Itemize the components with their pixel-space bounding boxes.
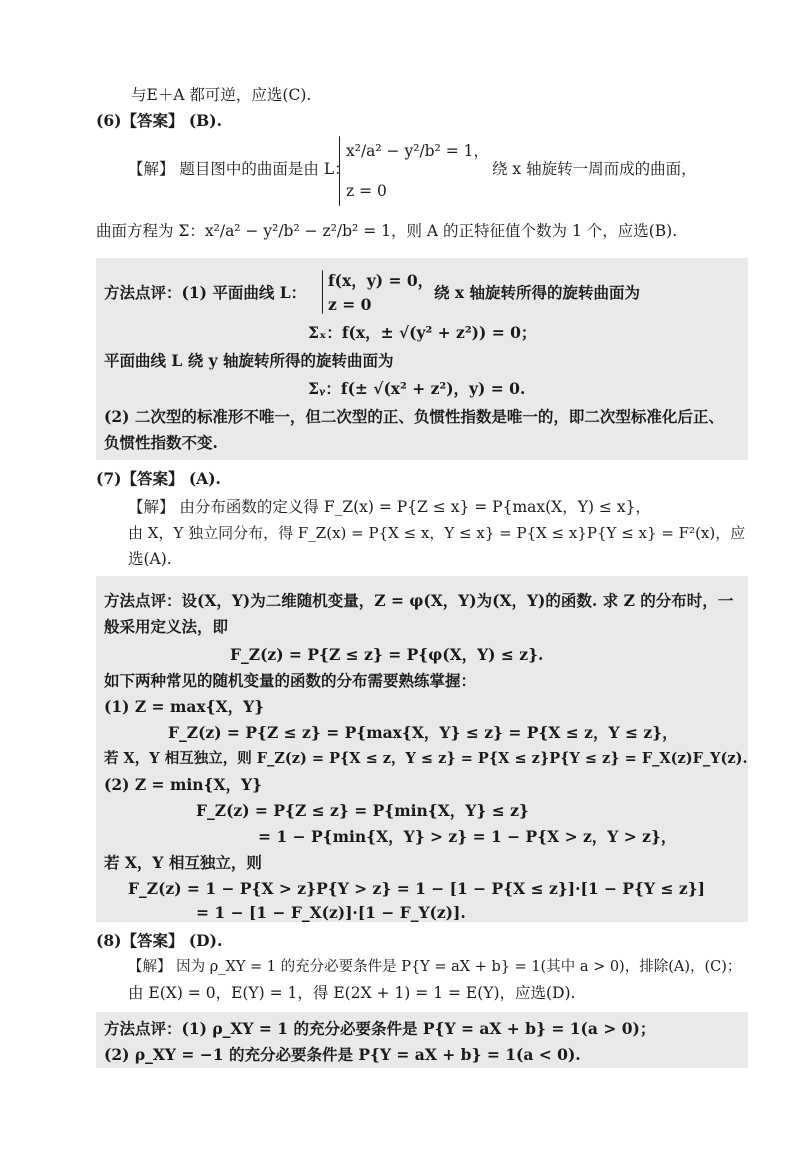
solution-6-intro: 【解】 题目图中的曲面是由 L： xyxy=(128,160,350,178)
text-line: 【解】 由分布函数的定义得 F_Z(x) = P{Z ≤ x} = P{max(X，Y) ≤ x}， xyxy=(128,498,651,516)
system-brace xyxy=(322,270,323,314)
system-eq-2: z = 0 xyxy=(346,182,387,200)
answer-heading-7: (7)【答案】 (A). xyxy=(96,469,221,488)
text-line: 由 X，Y 独立同分布，得 F_Z(x) = P{X ≤ x，Y ≤ x} = P{X ≤ x}P{Y ≤ x} = F²(x)，应 xyxy=(128,524,746,542)
system-brace xyxy=(339,136,340,206)
answer-heading-8: (8)【答案】 (D). xyxy=(96,931,223,950)
text-line: 负惯性指数不变. xyxy=(104,433,218,452)
formula: F_Z(z) = 1 − P{X > z}P{Y > z} = 1 − [1 − P{X ≤ z}]·[1 − P{Y ≤ z}] xyxy=(128,879,705,898)
formula: Σᵧ：f(± √(x² + z²)，y) = 0. xyxy=(308,379,526,398)
formula: F_Z(z) = P{Z ≤ z} = P{φ(X，Y) ≤ z}. xyxy=(230,645,544,664)
text-line: (1) Z = max{X，Y} xyxy=(104,697,265,716)
text-line: 方法点评：(1) ρ_XY = 1 的充分必要条件是 P{Y = aX + b} = 1(a > 0)； xyxy=(104,1019,656,1038)
text-line: 如下两种常见的随机变量的函数的分布需要熟练掌握： xyxy=(104,671,477,690)
text-line: 与E＋A 都可逆，应选(C). xyxy=(131,86,312,104)
system-eq-2: z = 0 xyxy=(328,295,372,314)
system-eq-1: f(x，y) = 0， xyxy=(328,271,434,290)
text-line: 平面曲线 L 绕 y 轴旋转所得的旋转曲面为 xyxy=(104,351,394,370)
text-line: 由 E(X) = 0，E(Y) = 1，得 E(2X + 1) = 1 = E(Y)，应选(D). xyxy=(128,984,576,1002)
formula: = 1 − [1 − F_X(z)]·[1 − F_Y(z)]. xyxy=(196,903,466,922)
text-line: 选(A). xyxy=(128,550,172,568)
text-line: 般采用定义法，即 xyxy=(104,617,229,636)
text-line: 方法点评：设(X，Y)为二维随机变量，Z = φ(X，Y)为(X，Y)的函数. 求 Z 的分布时，一 xyxy=(104,591,734,610)
solution-6-tail: 绕 x 轴旋转一周而成的曲面， xyxy=(492,160,697,178)
method-comment-1-intro: 方法点评：(1) 平面曲线 L： xyxy=(104,283,307,302)
formula: F_Z(z) = P{Z ≤ z} = P{min{X，Y} ≤ z} xyxy=(196,801,529,820)
text-line: 【解】 因为 ρ_XY = 1 的充分必要条件是 P{Y = aX + b} = 1(其中 a > 0)，排除(A)，(C)； xyxy=(128,959,742,975)
text-line: (2) Z = min{X，Y} xyxy=(104,775,263,794)
formula: F_Z(z) = P{Z ≤ z} = P{max{X，Y} ≤ z} = P{X ≤ z，Y ≤ z}， xyxy=(168,723,678,742)
formula: = 1 − P{min{X，Y} > z} = 1 − P{X > z，Y > z}， xyxy=(258,827,677,846)
text-line: (2) ρ_XY = −1 的充分必要条件是 P{Y = aX + b} = 1(a < 0). xyxy=(104,1045,581,1064)
method-comment-1-tail: 绕 x 轴旋转所得的旋转曲面为 xyxy=(434,283,641,302)
formula: Σₓ：f(x，± √(y² + z²)) = 0； xyxy=(308,323,537,342)
surface-equation: 曲面方程为 Σ：x²/a² − y²/b² − z²/b² = 1，则 A 的正特征值个数为 1 个，应选(B). xyxy=(96,222,678,240)
text-line: (2) 二次型的标准形不唯一，但二次型的正、负惯性指数是唯一的，即二次型标准化后正、 xyxy=(104,407,724,426)
text-line: 若 X，Y 相互独立，则 F_Z(z) = P{X ≤ z，Y ≤ z} = P{X ≤ z}P{Y ≤ z} = F_X(z)F_Y(z). xyxy=(104,750,748,767)
answer-heading-6: (6)【答案】 (B). xyxy=(96,111,223,130)
system-eq-1: x²/a² − y²/b² = 1， xyxy=(346,142,490,160)
text-line: 若 X，Y 相互独立，则 xyxy=(104,853,262,872)
